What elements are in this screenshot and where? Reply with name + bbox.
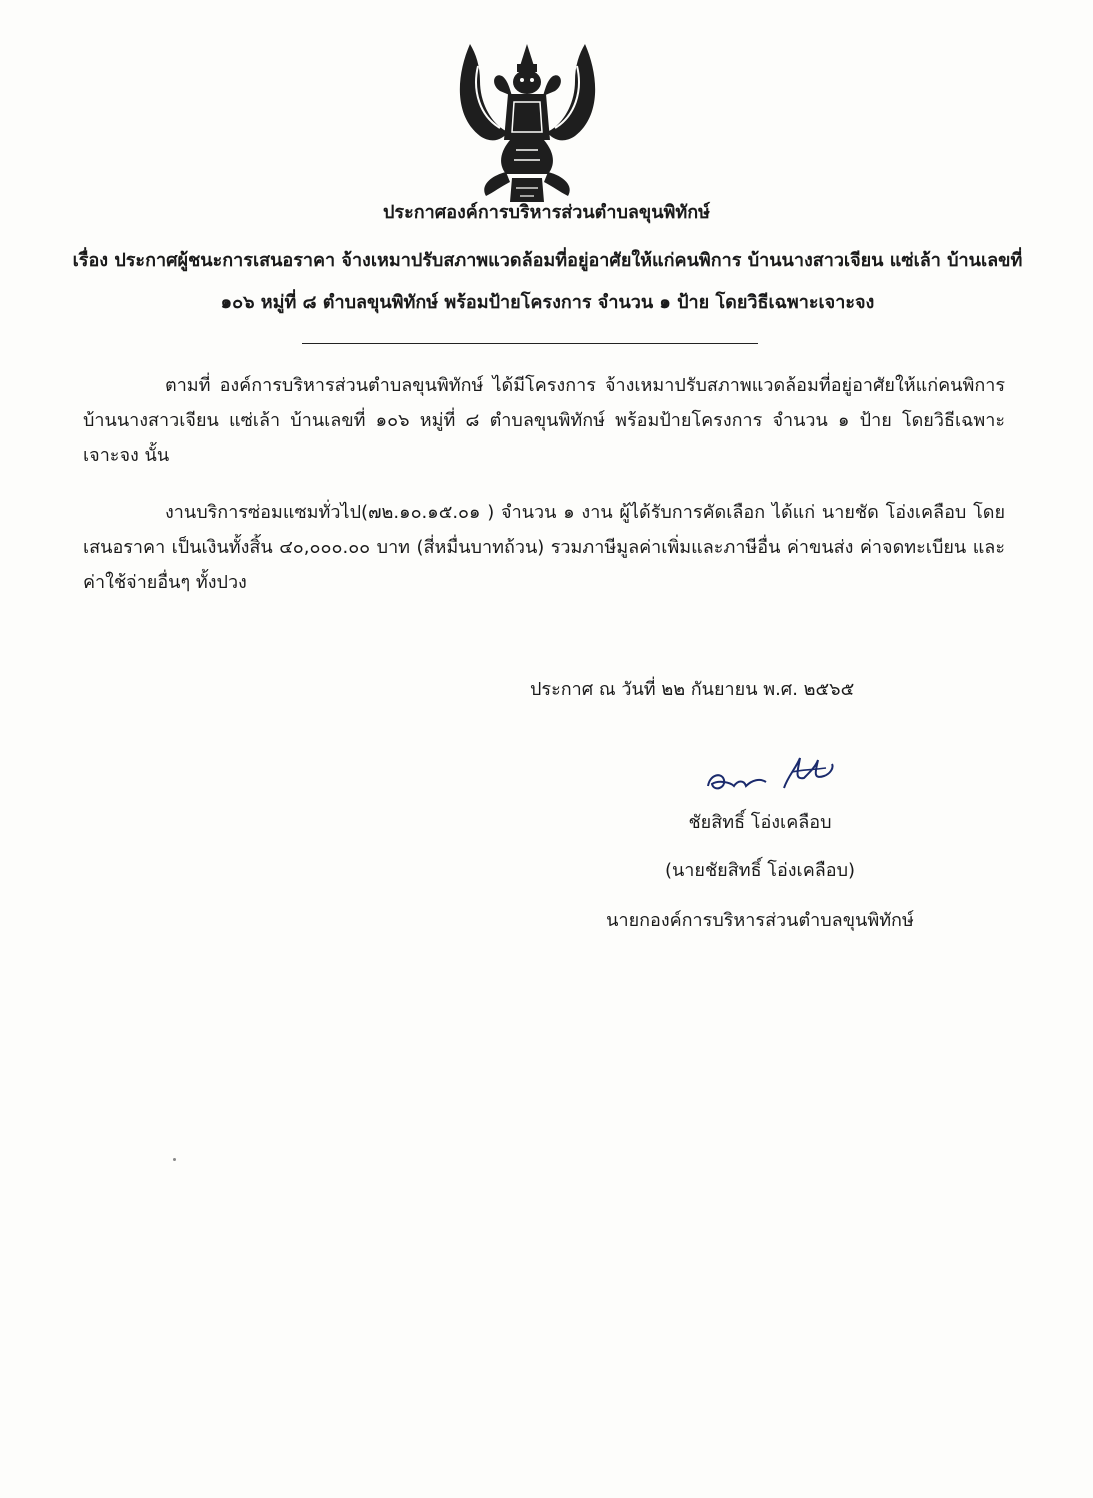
signer-full-name: (นายชัยสิทธิ์ โอ่งเคลือบ) <box>664 860 856 881</box>
divider <box>302 343 758 344</box>
body-paragraph-2-text: งานบริการซ่อมแซมทั่วไป(๗๒.๑๐.๑๕.๐๑ ) จำนวน ๑ งาน ผู้ได้รับการคัดเลือก ได้แก่ นายชัด โอ่งเคลือบ โดยเสนอราคา เป็นเงินทั้งสิ้น ๔๐,๐๐๐.๐๐ บาท (สี่หมื่นบาทถ้วน) รวมภาษีมูลค่าเพิ่มและภาษีอื่น ค่าขนส่ง ค่าจดทะเบียน และค่าใช้จ่ายอื่นๆ ทั้งปวง <box>83 502 1005 593</box>
announcement-date: ประกาศ ณ วันที่ ๒๒ กันยายน พ.ศ. ๒๕๖๕ <box>530 679 855 700</box>
body-paragraph-1-text: ตามที่ องค์การบริหารส่วนตำบลขุนพิทักษ์ ได้มีโครงการ จ้างเหมาปรับสภาพแวดล้อมที่อยู่อาศัยให้แก่คนพิการ บ้านนางสาวเจียน แซ่เล้า บ้านเลขที่ ๑๐๖ หมู่ที่ ๘ ตำบลขุนพิทักษ์ พร้อมป้ายโครงการ จำนวน ๑ ป้าย โดยวิธีเฉพาะเจาะจง นั้น <box>83 375 1005 466</box>
signer-signed-name: ชัยสิทธิ์ โอ่งเคลือบ <box>688 812 832 833</box>
handwritten-signature <box>700 750 840 800</box>
announcement-subject: เรื่อง ประกาศผู้ชนะการเสนอราคา จ้างเหมาปรับสภาพแวดล้อมที่อยู่อาศัยให้แก่คนพิการ บ้านนางสาวเจียน แซ่เล้า บ้านเลขที่ ๑๐๖ หมู่ที่ ๘ ตำบลขุนพิทักษ์ พร้อมป้ายโครงการ จำนวน ๑ ป้าย โดยวิธีเฉพาะเจาะจง <box>72 250 1023 313</box>
garuda-emblem-icon <box>450 36 605 204</box>
body-paragraph-1 <box>83 368 1005 473</box>
paper-speck <box>173 1158 176 1161</box>
body-paragraph-2 <box>83 495 1005 600</box>
announcement-title: ประกาศองค์การบริหารส่วนตำบลขุนพิทักษ์ <box>383 202 710 223</box>
signer-position: นายกองค์การบริหารส่วนตำบลขุนพิทักษ์ <box>606 910 914 931</box>
